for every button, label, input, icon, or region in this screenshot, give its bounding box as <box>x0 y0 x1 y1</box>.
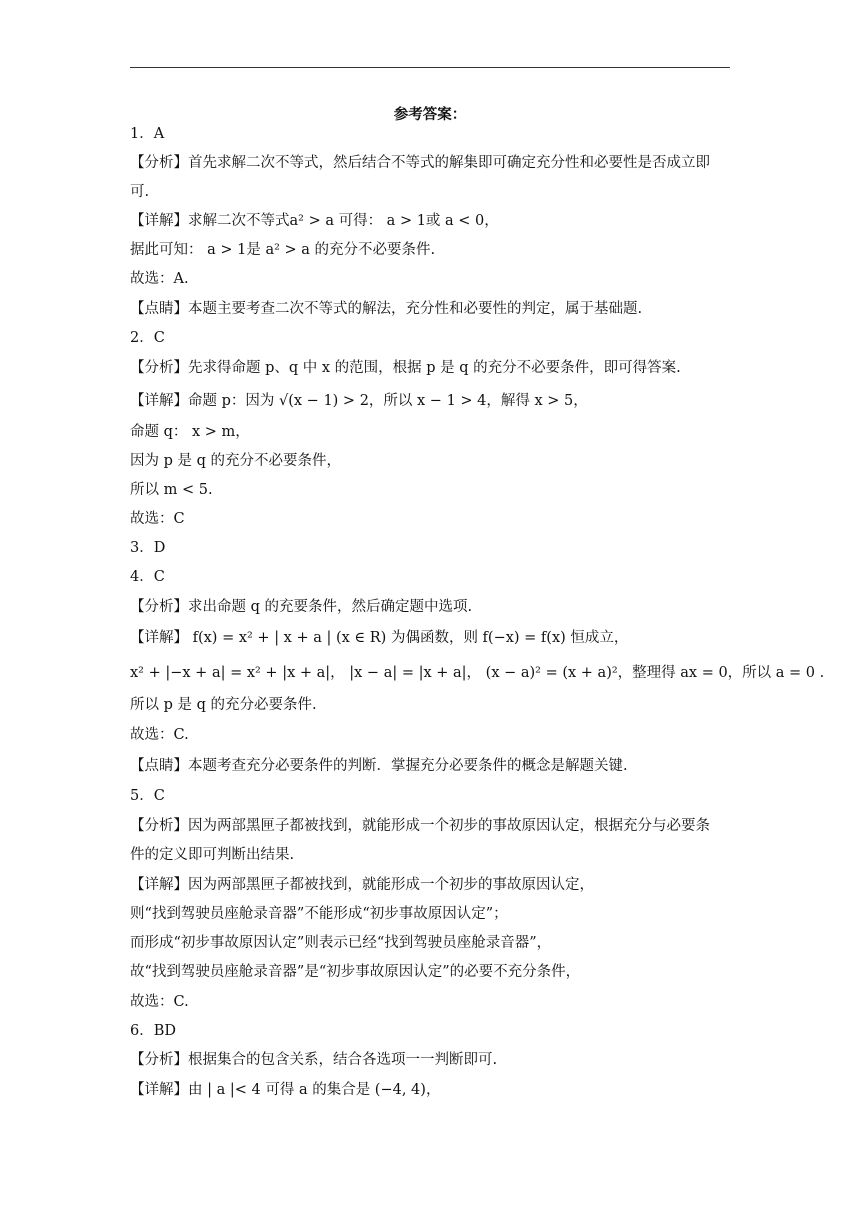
text-line: 而形成“初步事故原因认定”则表示已经“找到驾驶员座舱录音器”， <box>130 935 552 951</box>
text-line: 命题 q： x > m， <box>130 424 250 440</box>
text-line: 【分析】求出命题 q 的充要条件，然后确定题中选项. <box>130 599 473 615</box>
text-line: 【详解】命题 p：因为 √(x − 1) > 2，所以 x − 1 > 4，解得 x > 5， <box>130 393 588 409</box>
text-line: 【点睛】本题考查充分必要条件的判断．掌握充分必要条件的概念是解题关键. <box>130 758 628 774</box>
text-line: 【详解】求解二次不等式a² > a 可得： a > 1或 a < 0， <box>130 213 499 229</box>
text-line: 据此可知： a > 1是 a² > a 的充分不必要条件. <box>130 242 436 258</box>
text-line: 故选：A. <box>130 271 189 287</box>
text-line: 故选：C. <box>130 727 189 743</box>
header-rule <box>130 67 730 68</box>
text-line: 件的定义即可判断出结果. <box>130 847 295 863</box>
text-line: 【点睛】本题主要考查二次不等式的解法，充分性和必要性的判定，属于基础题. <box>130 301 643 317</box>
text-line: 可. <box>130 184 150 200</box>
text-line: 【详解】 f(x) = x² + | x + a | (x ∈ R) 为偶函数，则 f(−x) = f(x) 恒成立， <box>130 630 629 646</box>
text-line: 故选：C. <box>130 994 189 1010</box>
text-line: 【分析】先求得命题 p、q 中 x 的范围，根据 p 是 q 的充分不必要条件，即可得答案. <box>130 360 681 376</box>
text-line: 故“找到驾驶员座舱录音器”是“初步事故原因认定”的必要不充分条件， <box>130 964 581 980</box>
text-line: 因为 p 是 q 的充分不必要条件， <box>130 453 341 469</box>
text-line: 则“找到驾驶员座舱录音器”不能形成“初步事故原因认定”； <box>130 906 508 922</box>
text-line: 【分析】因为两部黑匣子都被找到，就能形成一个初步的事故原因认定，根据充分与必要条 <box>130 818 710 834</box>
text-line: 所以 m < 5. <box>130 482 213 498</box>
text-line: 【分析】根据集合的包含关系，结合各选项一一判断即可. <box>130 1052 498 1068</box>
text-line: 【详解】由 | a |< 4 可得 a 的集合是 (−4, 4)， <box>130 1082 441 1098</box>
text-line: 所以 p 是 q 的充分必要条件. <box>130 697 317 713</box>
text-line: 3．D <box>130 540 166 556</box>
text-line: 1．A <box>130 126 165 142</box>
page-title: 参考答案： <box>393 106 467 123</box>
text-line: 5．C <box>130 788 165 804</box>
text-line: 6．BD <box>130 1023 177 1039</box>
text-line: 故选：C <box>130 511 185 527</box>
text-line: x² + |−x + a| = x² + |x + a|， |x − a| = |x + a|， (x − a)² = (x + a)²，整理得 ax = 0，所以 a = 0 . <box>130 665 825 681</box>
text-line: 【详解】因为两部黑匣子都被找到，就能形成一个初步的事故原因认定， <box>130 877 594 893</box>
text-line: 4．C <box>130 569 165 585</box>
text-line: 2．C <box>130 330 165 346</box>
text-line: 【分析】首先求解二次不等式，然后结合不等式的解集即可确定充分性和必要性是否成立即 <box>130 155 710 171</box>
